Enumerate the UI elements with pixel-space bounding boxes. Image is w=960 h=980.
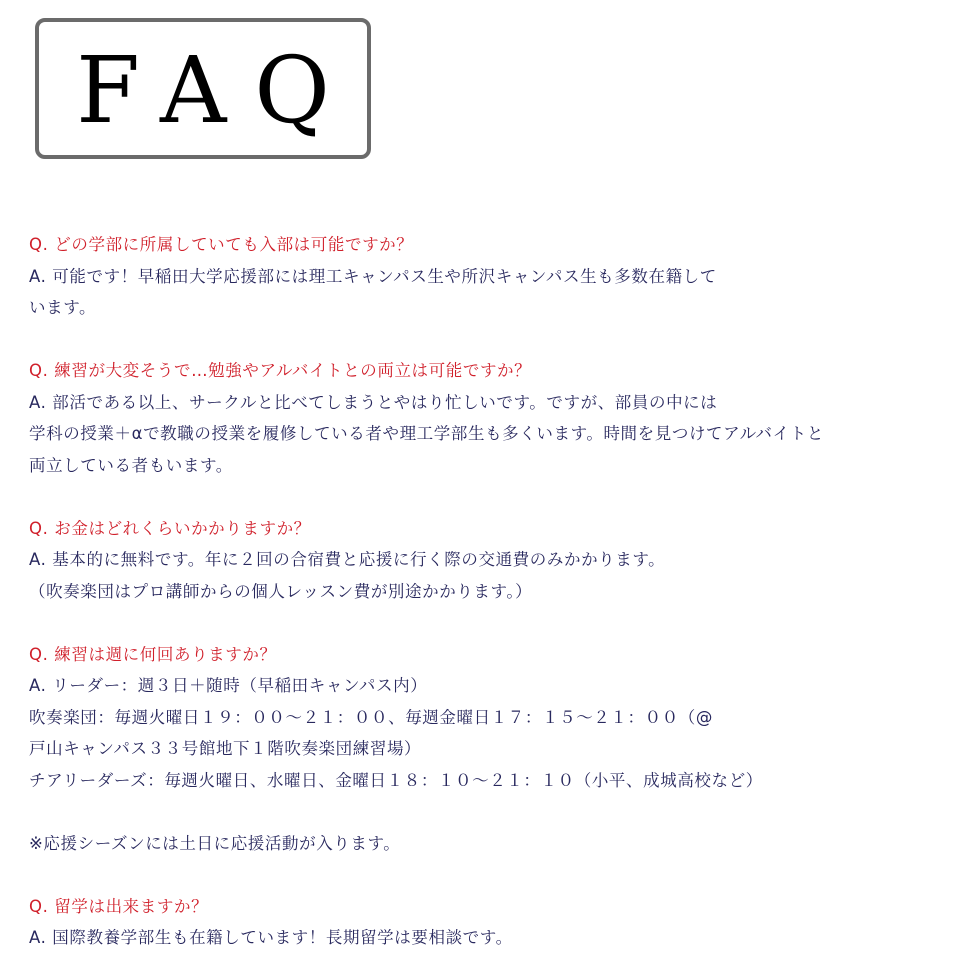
faq-list xyxy=(29,229,929,954)
faq-answer-line: （吹奏楽団はプロ講師からの個人レッスン費が別途かかります。） xyxy=(29,581,533,601)
faq-answer-line: A. 部活である以上、サークルと比べてしまうとやはり忙しいです。ですが、部員の中には xyxy=(29,392,718,412)
faq-question: Q. 留学は出来ますか？ xyxy=(29,896,209,916)
faq-question: Q. 練習が大変そうで…勉強やアルバイトとの両立は可能ですか？ xyxy=(29,361,532,380)
spacer xyxy=(29,859,929,891)
spacer xyxy=(29,324,929,356)
faq-item xyxy=(29,355,929,481)
faq-answer-line: 両立している者もいます。 xyxy=(29,455,233,475)
faq-heading-title: FAQ xyxy=(76,36,358,144)
faq-answer-note: ※応援シーズンには土日に応援活動が入ります。 xyxy=(29,833,401,853)
faq-answer-line: A. 基本的に無料です。年に２回の合宿費と応援に行く際の交通費のみかかります。 xyxy=(29,550,666,569)
faq-question: Q. 練習は週に何回ありますか？ xyxy=(29,644,277,664)
faq-answer-line: A. リーダー：週３日＋随時（早稲田キャンパス内） xyxy=(29,676,428,695)
faq-answer-line xyxy=(29,796,929,828)
spacer xyxy=(29,607,929,639)
faq-answer-line: A. 可能です！早稲田大学応援部には理工キャンパス生や所沢キャンパス生も多数在籍して xyxy=(29,266,717,286)
faq-item xyxy=(29,639,929,860)
faq-answer-line: 吹奏楽団：毎週火曜日１９：００～２１：００、毎週金曜日１７：１５～２１：００（@ xyxy=(29,707,713,727)
faq-answer-line: います。 xyxy=(29,298,97,317)
faq-answer-line: 学科の授業＋αで教職の授業を履修している者や理工学部生も多くいます。時間を見つけてアルバイトと xyxy=(29,424,824,443)
faq-item xyxy=(29,229,929,324)
faq-question: Q. どの学部に所属していても入部は可能ですか？ xyxy=(29,235,414,254)
faq-question: Q. お金はどれくらいかかりますか？ xyxy=(29,518,311,538)
faq-item xyxy=(29,891,929,954)
faq-answer-line: A. 国際教養学部生も在籍しています！長期留学は要相談です。 xyxy=(29,928,513,947)
spacer xyxy=(29,481,929,513)
faq-item xyxy=(29,513,929,608)
faq-answer-line: チアリーダーズ：毎週火曜日、水曜日、金曜日１８：１０～２１：１０（小平、成城高校など） xyxy=(29,770,763,790)
faq-heading-box xyxy=(35,18,371,159)
faq-answer-line: 戸山キャンパス３３号館地下１階吹奏楽団練習場） xyxy=(29,739,422,758)
